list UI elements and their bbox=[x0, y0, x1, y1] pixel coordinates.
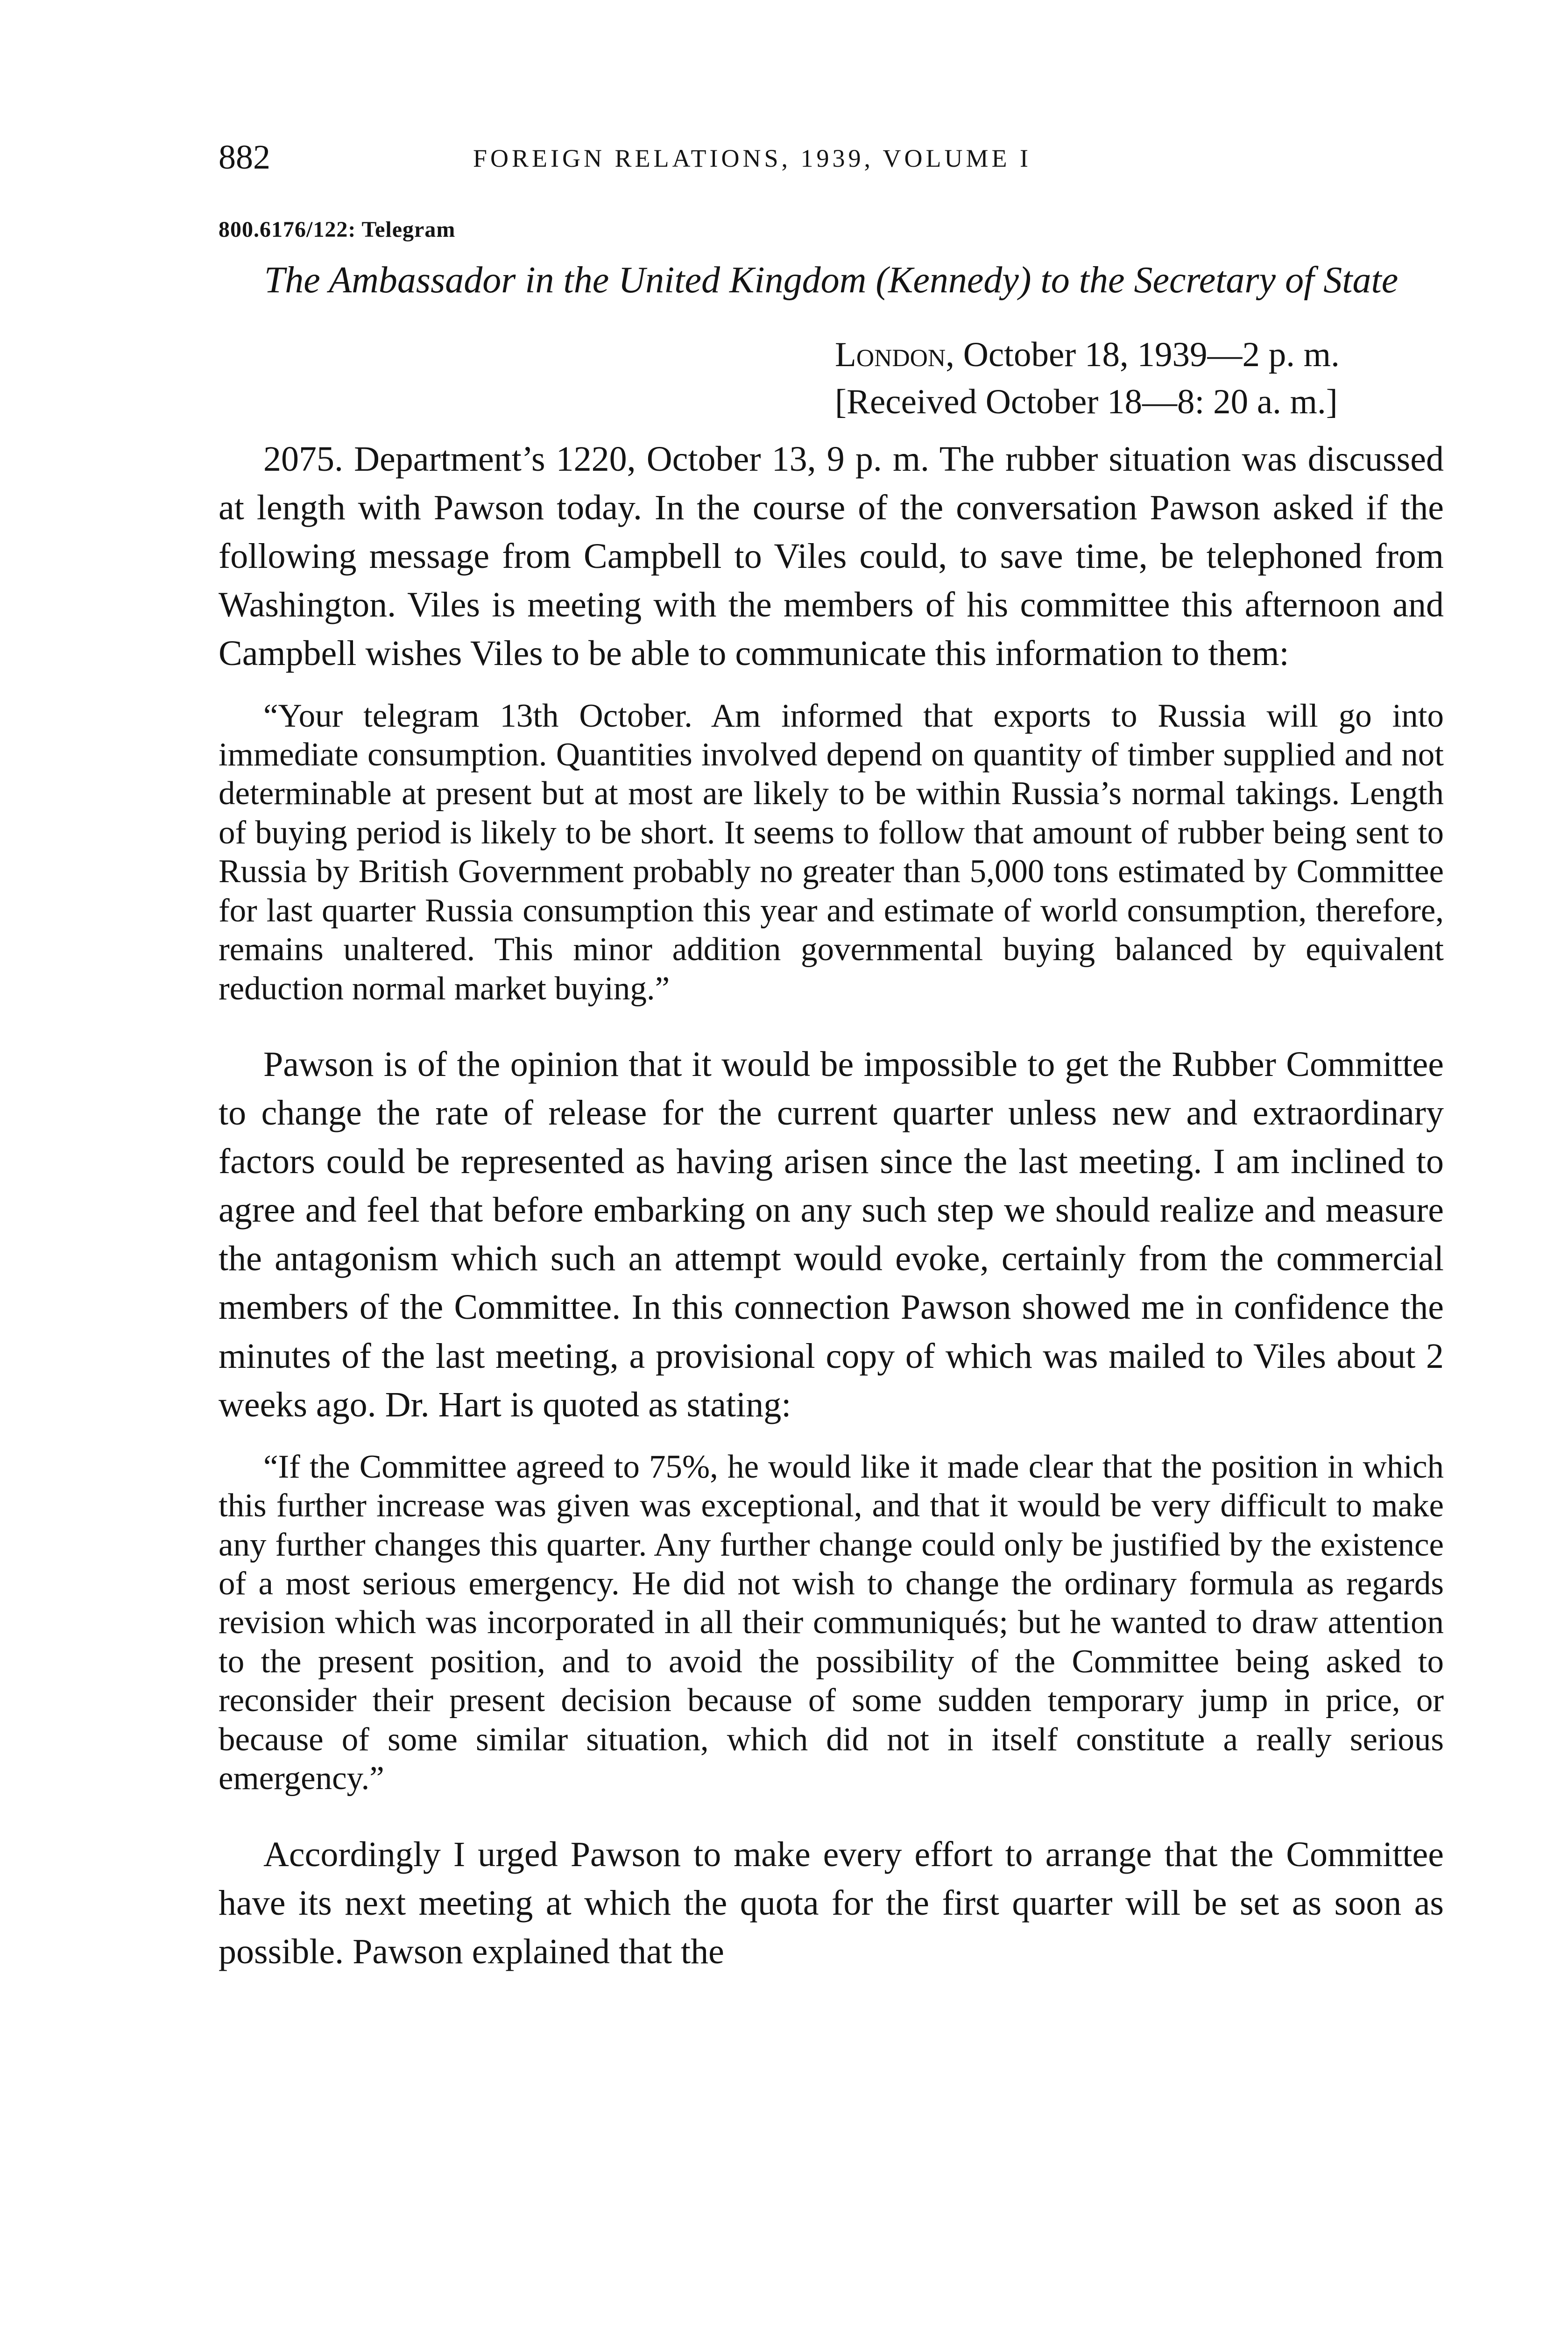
running-title: FOREIGN RELATIONS, 1939, VOLUME I bbox=[473, 144, 1031, 172]
dateline-received: [Received October 18—8: 20 a. m.] bbox=[835, 382, 1338, 421]
page-number: 882 bbox=[219, 138, 270, 177]
quoted-message-2: “If the Committee agreed to 75%, he would like it made clear that the position in which this further increase was given was exceptional, and that it would be very difficult to make any further changes this quarter. Any further change could only be justified by the existence of a most serious emergency. He did not wish to change the ordinary formula as regards revision which was incorporated in all their communiqués; but he wanted to draw attention to the present position, and to avoid the possibility of the Committee being asked to reconsider their present decision because of some sudden temporary jump in price, or because of some similar situation, which did not in itself constitute a really serious emergency.” bbox=[219, 1448, 1444, 1797]
dateline-sent bbox=[835, 332, 1444, 379]
body-paragraph-1: 2075. Department’s 1220, October 13, 9 p. m. The rubber situation was discussed at length with Pawson today. In the course of the conversation Pawson asked if the following message from Campbell to Viles could, to save time, be telephoned from Washington. Viles is meeting with the members of his committee this afternoon and Campbell wishes Viles to be able to communicate this information to them: bbox=[219, 439, 1444, 673]
quoted-message-1: “Your telegram 13th October. Am informed that exports to Russia will go into immediate consumption. Quantities involved depend on quantity of timber supplied and not determinable at present but at most are likely to be within Russia’s normal takings. Length of buying period is likely to be short. It seems to follow that amount of rubber being sent to Russia by British Government probably no greater than 5,000 tons estimated by Committee for last quarter Russia consumption this year and estimate of world consumption, therefore, remains unaltered. This minor addition governmental buying balanced by equivalent reduction normal market buying.” bbox=[219, 697, 1444, 1007]
running-head bbox=[219, 140, 1444, 191]
body-paragraph-3: Accordingly I urged Pawson to make every effort to arrange that the Committee have its next meeting at which the quota for the first quarter will be set as soon as possible. Pawson explained that the bbox=[219, 1834, 1444, 1971]
body-paragraph-2: Pawson is of the opinion that it would be impossible to get the Rubber Committee to change the rate of release for the current quarter unless new and extraordinary factors could be represented as having arisen since the last meeting. I am inclined to agree and feel that before embarking on any such step we should realize and measure the antagonism which such an attempt would evoke, certainly from the commercial members of the Committee. In this connection Pawson showed me in confidence the minutes of the last meeting, a provisional copy of which was mailed to Viles about 2 weeks ago. Dr. Hart is quoted as stating: bbox=[219, 1044, 1444, 1424]
dateline-place: London bbox=[835, 335, 946, 374]
dateline bbox=[835, 332, 1444, 425]
file-number: 800.6176/122: Telegram bbox=[219, 217, 456, 242]
document-title: The Ambassador in the United Kingdom (Kennedy) to the Secretary of State bbox=[264, 260, 1398, 301]
dateline-sent-time: , October 18, 1939—2 p. m. bbox=[946, 335, 1340, 374]
document-page bbox=[219, 140, 1444, 1976]
